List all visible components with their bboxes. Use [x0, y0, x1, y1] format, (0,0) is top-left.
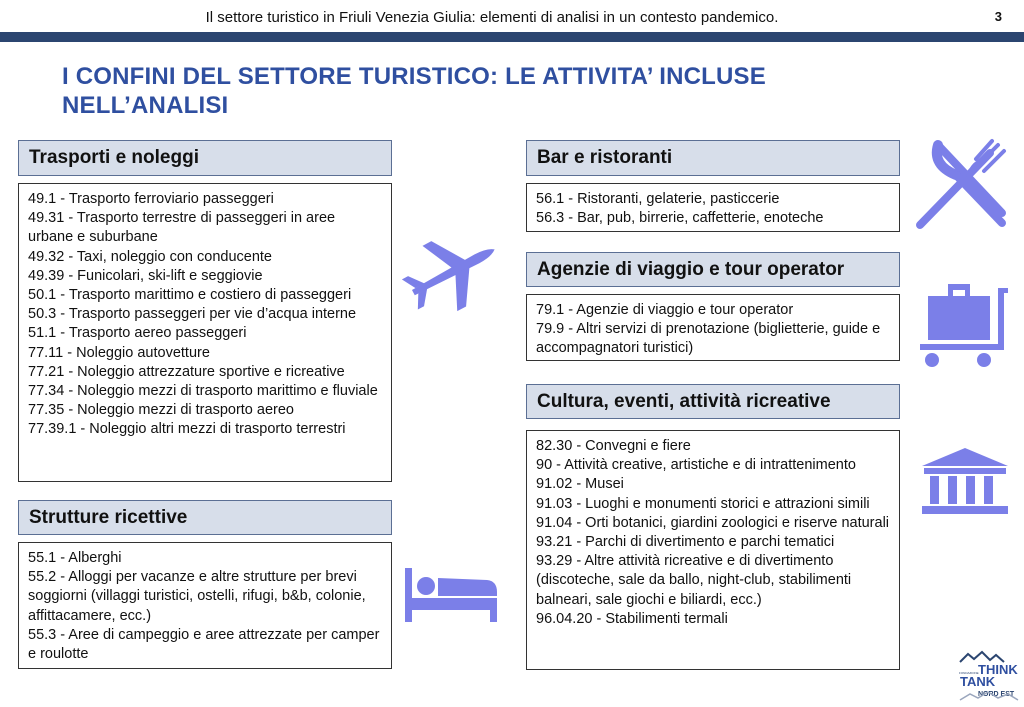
list-item: 56.3 - Bar, pub, birrerie, caffetterie, enoteche [536, 210, 824, 227]
list-item: 93.21 - Parchi di divertimento e parchi tematici [536, 534, 835, 551]
logo-side-text: FONDAZIONE [959, 671, 979, 675]
list-item: 55.3 - Aree di campeggio e aree attrezzate per camper e roulotte [28, 626, 380, 663]
list-item: 82.30 - Convegni e fiere [536, 438, 691, 454]
list-item: 50.1 - Trasporto marittimo e costiero di passeggeri [28, 287, 352, 304]
section-heading-agenzie: Agenzie di viaggio e tour operator [526, 252, 900, 287]
title-line-2: NELL’ANALISI [62, 92, 229, 119]
list-item: 56.1 - Ristoranti, gelaterie, pasticcerie [536, 191, 780, 207]
list-item: 77.39.1 - Noleggio altri mezzi di trasporto terrestri [28, 421, 346, 438]
logo-line-2: TANK [960, 674, 996, 689]
section-heading-trasporti: Trasporti e noleggi [18, 140, 392, 176]
airplane-icon [402, 228, 506, 314]
list-item: 77.35 - Noleggio mezzi di trasporto aereo [28, 402, 294, 419]
list-item: 49.39 - Funicolari, ski-lift e seggiovie [28, 267, 263, 284]
header-text: Il settore turistico in Friuli Venezia Giulia: elementi di analisi in un contesto pandemico. [205, 9, 779, 26]
section-list-bar [526, 183, 900, 232]
think-tank-logo [956, 650, 1020, 702]
bed-icon [403, 566, 499, 624]
title-line-1: I CONFINI DEL SETTORE TURISTICO: LE ATTIVITA’ INCLUSE [62, 63, 766, 90]
section-list-trasporti [18, 183, 392, 482]
section-heading-bar: Bar e ristoranti [526, 140, 900, 176]
list-item: 49.1 - Trasporto ferroviario passeggeri [28, 191, 274, 207]
logo-line-1: THINK [978, 662, 1018, 677]
list-item: 93.29 - Altre attività ricreative e di divertimento (discoteche, sale da ballo, night-club, stabilimenti balneari, sale giochi e biliardi, ecc.) [536, 553, 852, 608]
page-title [62, 62, 942, 120]
list-item: 77.34 - Noleggio mezzi di trasporto marittimo e fluviale [28, 383, 378, 400]
list-item: 91.02 - Musei [536, 476, 624, 493]
list-item: 90 - Attività creative, artistiche e di intrattenimento [536, 457, 856, 474]
section-list-strutture [18, 542, 392, 669]
section-list-cultura [526, 430, 900, 670]
section-list-agenzie [526, 294, 900, 361]
section-heading-strutture: Strutture ricettive [18, 500, 392, 535]
fork-knife-icon [910, 135, 1010, 235]
list-item: 50.3 - Trasporto passeggeri per vie d’acqua interne [28, 306, 357, 323]
list-item: 49.31 - Trasporto terrestre di passeggeri in aree urbane e suburbane [28, 210, 336, 246]
museum-icon [920, 446, 1010, 516]
list-item: 51.1 - Trasporto aereo passeggeri [28, 325, 247, 342]
list-item: 55.2 - Alloggi per vacanze e altre strutture per brevi soggiorni (villaggi turistici, ostelli, rifugi, b&b, colonie, affittacamere, ecc.) [28, 569, 366, 624]
luggage-cart-icon [918, 282, 1008, 370]
list-item: 79.9 - Altri servizi di prenotazione (biglietterie, guide e accompagnatori turistici) [536, 321, 881, 357]
header-bar [0, 32, 1024, 42]
list-item: 49.32 - Taxi, noleggio con conducente [28, 248, 272, 265]
section-heading-cultura: Cultura, eventi, attività ricreative [526, 384, 900, 419]
list-item: 77.11 - Noleggio autovetture [28, 344, 210, 361]
list-item: 96.04.20 - Stabilimenti termali [536, 610, 728, 627]
logo-line-3: NORD EST [978, 691, 1015, 698]
page-number: 3 [994, 9, 1002, 24]
list-item: 79.1 - Agenzie di viaggio e tour operator [536, 302, 794, 318]
list-item: 55.1 - Alberghi [28, 550, 122, 566]
list-item: 91.03 - Luoghi e monumenti storici e attrazioni simili [536, 495, 870, 512]
list-item: 77.21 - Noleggio attrezzature sportive e ricreative [28, 363, 345, 380]
list-item: 91.04 - Orti botanici, giardini zoologici e riserve naturali [536, 514, 890, 531]
